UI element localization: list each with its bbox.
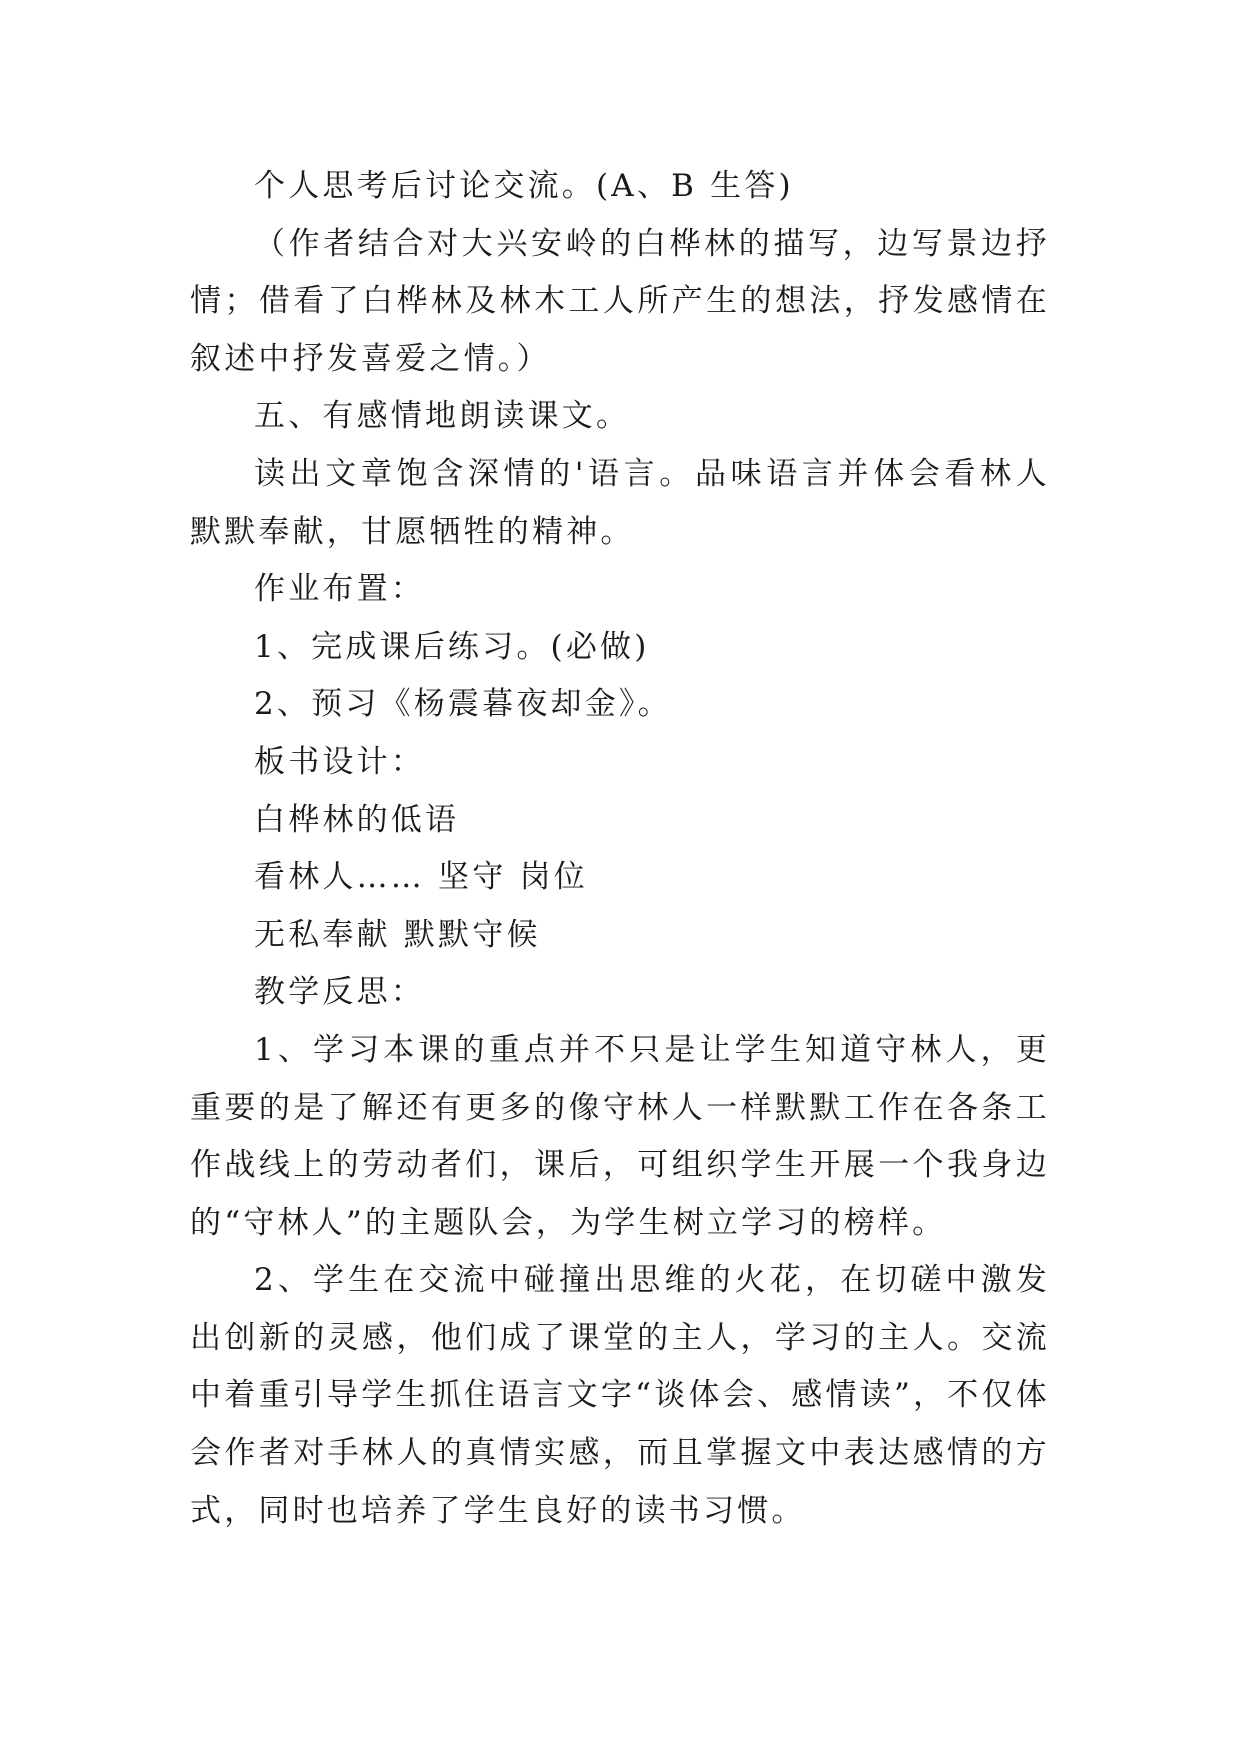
reflection-item-1: 1、学习本课的重点并不只是让学生知道守林人，更重要的是了解还有更多的像守林人一样默默工作在各条工作战线上的劳动者们，课后，可组织学生开展一个我身边的“守林人”的主题队会，为学生树立学习的榜样。 [190,1031,1050,1241]
heading-reflection: 教学反思： [254,974,425,1011]
paragraph-author-note: （作者结合对大兴安岭的白桦林的描写，边写景边抒情；借看了白桦林及林木工人所产生的想法，抒发感情在叙述中抒发喜爱之情。） [190,225,1050,377]
paragraph-read-aloud: 读出文章饱含深情的'语言。品味语言并体会看林人默默奉献，甘愿牺牲的精神。 [190,455,1050,550]
board-design-line-2: 无私奉献 默默守候 [254,916,541,953]
heading-read-aloud: 五、有感情地朗读课文。 [254,398,631,435]
document-body [190,158,1050,1540]
paragraph-discussion: 个人思考后讨论交流。(A、B 生答) [254,168,794,204]
board-design-line-1: 看林人…… 坚守 岗位 [254,859,588,896]
heading-board-design: 板书设计： [254,743,425,780]
homework-item-1: 1、完成课后练习。(必做) [254,628,650,665]
reflection-item-2: 2、学生在交流中碰撞出思维的火花，在切磋中激发出创新的灵感，他们成了课堂的主人，学习的主人。交流中着重引导学生抓住语言文字“谈体会、感情读”，不仅体会作者对手林人的真情实感，而且掌握文中表达感情的方式，同时也培养了学生良好的读书习惯。 [190,1262,1050,1529]
heading-homework: 作业布置： [254,571,425,608]
homework-item-2: 2、预习《杨震暮夜却金》。 [254,686,672,723]
board-design-title: 白桦林的低语 [254,801,460,838]
